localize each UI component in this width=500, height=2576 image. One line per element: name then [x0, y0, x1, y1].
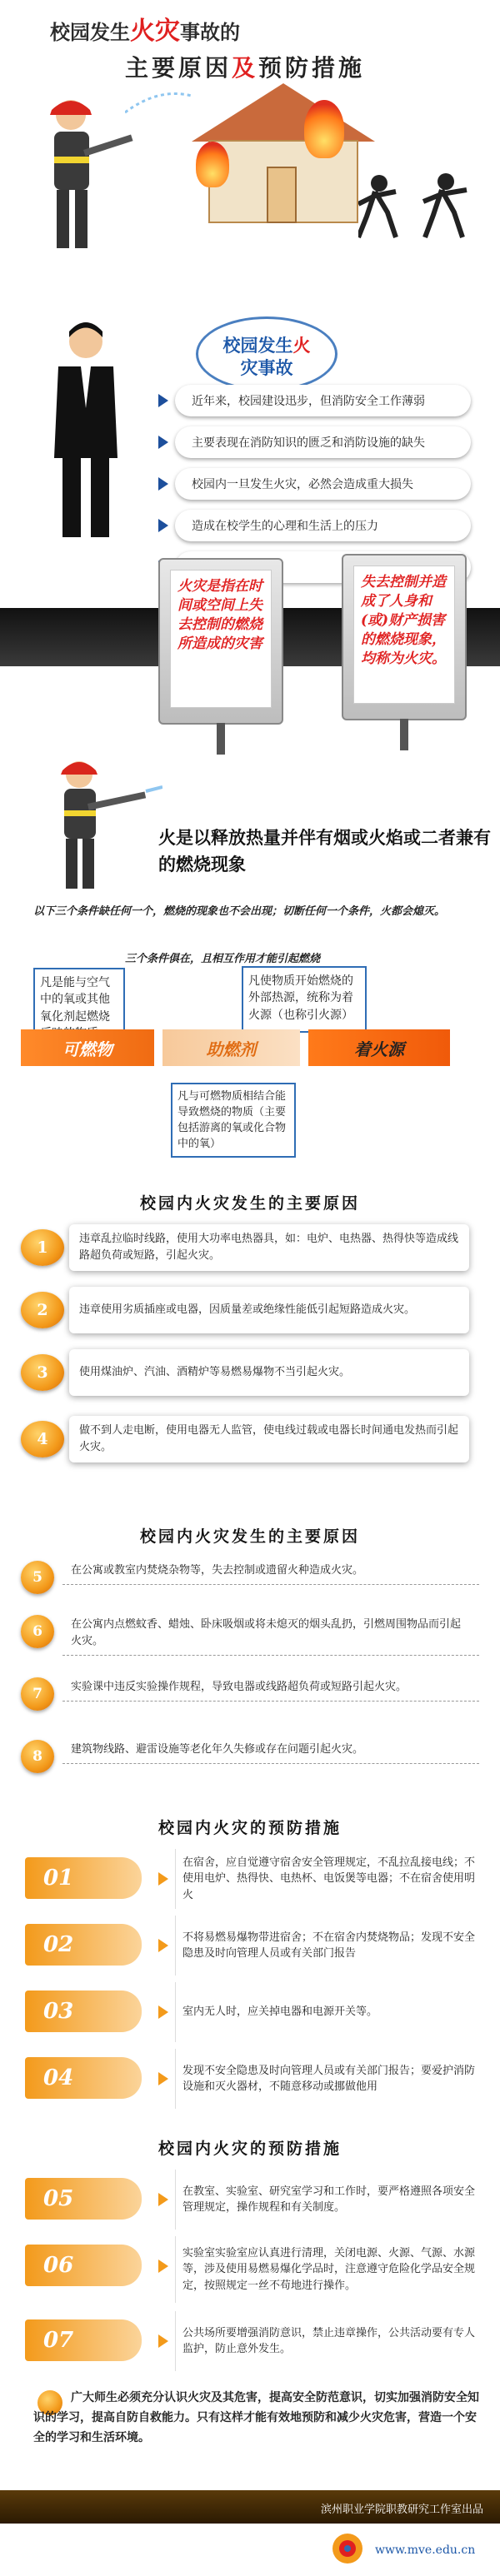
closing-paragraph: 广大师生必须充分认识火灾及其危害，提高安全防范意识，切实加强消防安全知识的学习，提高自防自救能力。只有这样才能有效地预防和减少火灾危害，营造一个安全的学习和生活环境。 — [33, 2391, 479, 2444]
title2-text-a: 主要原因 — [125, 54, 232, 82]
fleeing-people-icon — [358, 167, 483, 242]
cause-item — [21, 1287, 479, 1345]
oxidizer-label: 助燃剂 — [162, 1029, 300, 1066]
prevention-text: 公共场所要增强消防意识，禁止违章操作，公共活动要有专人监护，防止意外发生。 — [175, 2311, 475, 2371]
reason-item: 近年来，校园建设迅步，但消防安全工作薄弱 — [175, 385, 471, 416]
board-stand — [400, 719, 408, 750]
arrow-icon — [158, 1872, 168, 1886]
school-logo-icon — [329, 2530, 366, 2567]
bubble-highlight: 火 — [292, 335, 311, 356]
prevention-section-title — [0, 1816, 500, 1849]
causes-section-title-2 — [0, 1524, 500, 1557]
site-link[interactable]: www.mve.edu.cn — [375, 2544, 476, 2557]
reason-item: 主要表现在消防知识的匮乏和消防设施的缺失 — [175, 426, 471, 458]
cause-item — [21, 1736, 479, 1786]
combustible-description: 凡是能与空气中的氧或其他氧化剂起燃烧 — [33, 968, 125, 1044]
prevention-number-tag: 06 — [25, 2245, 142, 2286]
cause-item — [21, 1674, 479, 1724]
cause-number-badge: 8 — [21, 1740, 54, 1773]
prevention-number-tag: 02 — [25, 1924, 142, 1966]
reasons-bubble-title — [196, 316, 338, 391]
prevention-item — [25, 2049, 475, 2109]
arrow-icon — [158, 477, 168, 491]
cause-item — [21, 1612, 479, 1662]
footer-band — [0, 2490, 500, 2524]
cause-text: 违章乱拉临时线路，使用大功率电热器具，如：电炉、电热器、热得快等造成线路超负荷或短路，引起火灾。 — [69, 1224, 469, 1271]
board-right-text: 失去控制并造成了人身和(或)财产损害的燃烧现象，均称为火灾。 — [353, 566, 455, 704]
arrow-icon — [158, 2072, 168, 2085]
prevention-item — [25, 1982, 475, 2042]
conditions-note-2: 三个条件俱在，且相互作用才能引起燃烧 — [125, 953, 321, 965]
prevention-item — [25, 2311, 475, 2371]
arrow-icon — [158, 394, 168, 407]
cause-text: 违章使用劣质插座或电器，因质量差或绝缘性能低引起短路造成火灾。 — [69, 1287, 469, 1333]
board-stand — [217, 723, 225, 755]
cause-number-badge: 6 — [21, 1615, 54, 1648]
definition-board-left — [158, 558, 283, 725]
flame-icon — [196, 142, 229, 187]
prevention-item — [25, 2170, 475, 2230]
title2-text-b: 预防措施 — [258, 54, 366, 82]
board-left-text: 火灾是指在时间或空间上失去控制的燃烧所造成的灾害 — [170, 570, 272, 708]
cause-text: 使用煤油炉、汽油、酒精炉等易燃易爆物不当引起火灾。 — [69, 1349, 469, 1396]
prevent2-title-text: 校园内火灾的预防措施 — [158, 2140, 342, 2158]
prevention-text: 发现不安全隐患及时向管理人员或有关部门报告；要爱护消防设施和灭火器材，不随意移动或挪做他用 — [175, 2049, 475, 2109]
cause-number-badge: 7 — [21, 1677, 54, 1711]
footer-credit: 滨州职业学院职教研究工作室出品 — [320, 2504, 483, 2516]
footer-logo-zone — [0, 2524, 500, 2576]
firefighter-icon — [38, 754, 162, 895]
title-line-2 — [125, 50, 365, 83]
house-roof — [192, 83, 375, 142]
arrow-icon — [158, 2260, 168, 2273]
cause-text: 在公寓或教室内焚烧杂物等，失去控制或遗留火种造成火灾。 — [62, 1557, 479, 1585]
causes2-title-text: 校园内火灾发生的主要原因 — [139, 1527, 360, 1546]
combustible-label: 可燃物 — [21, 1029, 154, 1066]
flame-icon — [304, 100, 344, 158]
causes-title-text: 校园内火灾发生的主要原因 — [139, 1194, 360, 1213]
title-text-a: 校园发生 — [50, 20, 130, 44]
cause-text: 实验课中违反实验操作规程，导致电器或线路超负荷或短路引起火灾。 — [62, 1674, 479, 1702]
ignition-source-description: 凡使物质开始燃烧的外部热源，统称为着火源（也称引火源） — [242, 966, 367, 1033]
oxidizer-description: 凡与可燃物质相结合能导致燃烧的物质（主要包括游离的氧或化合物中的氧） — [171, 1083, 296, 1158]
prevention-number-tag: 01 — [25, 1857, 142, 1899]
bubble-text-b: 灾事故 — [240, 357, 293, 379]
prevention-section-title-2 — [0, 2136, 500, 2170]
conditions-note: 以下三个条件缺任何一个，燃烧的现象也不会出现；切断任何一个条件，火都会熄灭。 — [33, 905, 446, 918]
cause-number-badge: 2 — [21, 1292, 64, 1328]
prevention-item — [25, 1916, 475, 1976]
cause-text: 在公寓内点燃蚊香、蜡烛、卧床吸烟或将未熄灭的烟头乱扔，引燃周围物品而引起火灾。 — [62, 1612, 479, 1656]
title-highlight-fire: 火灾 — [130, 17, 180, 46]
arrow-icon — [158, 1939, 168, 1952]
cause-text: 做不到人走电断，使用电器无人监管，使电线过载或电器长时间通电发热而引起火灾。 — [69, 1416, 469, 1462]
house-door — [267, 167, 297, 223]
cause-item — [21, 1349, 479, 1408]
businessman-icon — [38, 316, 138, 541]
cause-item — [21, 1224, 479, 1283]
cause-item — [21, 1416, 479, 1474]
reason-item: 造成在校学生的心理和生活上的压力 — [175, 510, 471, 541]
prevention-number-tag: 05 — [25, 2178, 142, 2220]
arrow-icon — [158, 2005, 168, 2019]
prevention-number-tag: 07 — [25, 2319, 142, 2361]
arrow-icon — [158, 2334, 168, 2348]
cause-text: 建筑物线路、避雷设施等老化年久失修或存在问题引起火灾。 — [62, 1736, 479, 1764]
ignition-label: 着火源 — [308, 1029, 450, 1066]
prevent-title-text: 校园内火灾的预防措施 — [158, 1819, 342, 1837]
cause-item — [21, 1557, 479, 1607]
arrow-icon — [158, 2193, 168, 2206]
title-text-b: 事故的 — [180, 20, 240, 44]
prevention-item — [25, 2236, 475, 2303]
definition-board-right — [342, 554, 467, 720]
title2-highlight: 及 — [232, 54, 259, 82]
cause-number-badge: 4 — [21, 1421, 64, 1457]
prevention-text: 实验室实验室应认真进行清理，关闭电源、火源、气源、水源等，涉及使用易燃易爆化学品时，注意遵守危险化学品安全规定，按照规定一丝不苟地进行操作。 — [175, 2236, 475, 2303]
fire-definition: 火是以释放热量并伴有烟或火焰或二者兼有的燃烧现象 — [158, 827, 491, 874]
arrow-icon — [158, 436, 168, 449]
prevention-text: 在教室、实验室、研究室学习和工作时，要严格遵照各项安全管理规定，操作规程和有关制度。 — [175, 2170, 475, 2230]
arrow-icon — [158, 519, 168, 532]
prevention-number-tag: 03 — [25, 1991, 142, 2032]
cause-number-badge: 5 — [21, 1561, 54, 1594]
reason-item: 校园内一旦发生火灾，必然会造成重大损失 — [175, 468, 471, 500]
bubble-text-a: 校园发生 — [222, 335, 293, 356]
cause-number-badge: 3 — [21, 1354, 64, 1391]
water-spray-icon — [125, 87, 192, 121]
prevention-text: 不将易燃易爆物带进宿舍；不在宿舍内焚烧物品；发现不安全隐患及时向管理人员或有关部门报告 — [175, 1916, 475, 1976]
prevention-number-tag: 04 — [25, 2057, 142, 2099]
prevention-item — [25, 1849, 475, 1909]
prevention-text: 在宿舍，应自觉遵守宿舍安全管理规定，不乱拉乱接电线；不使用电炉、热得快、电热杯、电饭煲等电器；不在宿舍使用明火 — [175, 1849, 475, 1909]
prevention-text: 室内无人时，应关掉电器和电源开关等。 — [175, 1982, 475, 2042]
cause-number-badge: 1 — [21, 1229, 64, 1266]
firefighter-icon — [25, 92, 133, 258]
title-line-1 — [50, 10, 240, 47]
causes-section-title — [0, 1191, 500, 1224]
